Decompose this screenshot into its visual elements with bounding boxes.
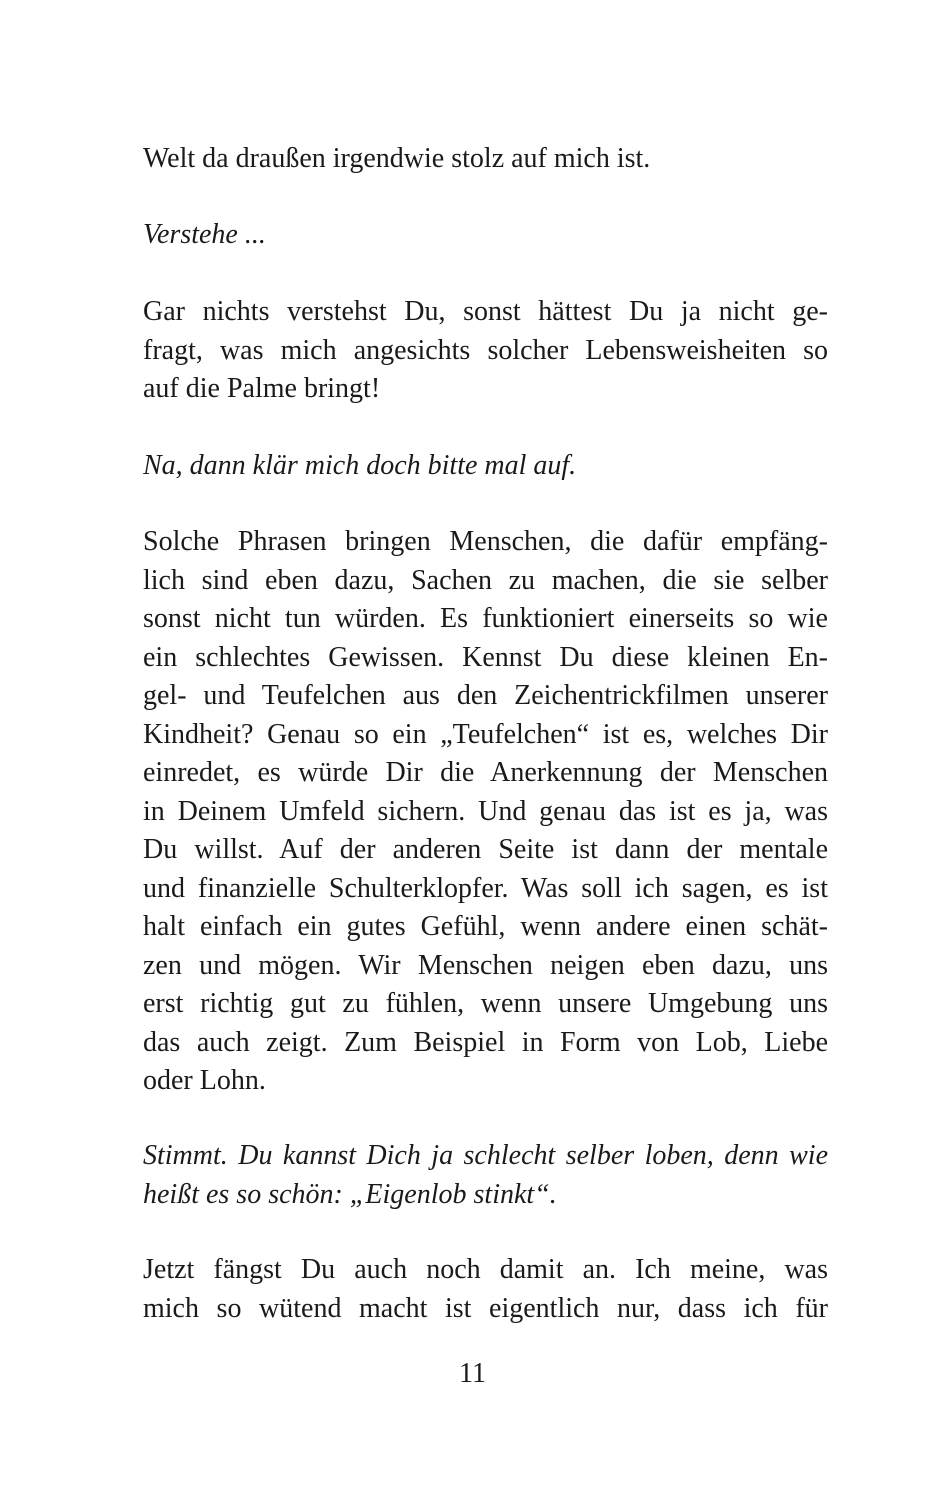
text-line: Gar nichts verstehst Du, sonst hättest Du ja nicht ge- xyxy=(143,296,828,327)
paragraph-6 xyxy=(143,1137,828,1214)
text-line: Du willst. Auf der anderen Seite ist dann der mentale xyxy=(143,834,828,865)
text-line: auf die Palme bringt! xyxy=(143,373,381,404)
text-line: oder Lohn. xyxy=(143,1065,266,1096)
paragraph-5 xyxy=(143,523,828,1101)
text-line: lich sind eben dazu, Sachen zu machen, die sie selber xyxy=(143,564,828,596)
text-line: und finanzielle Schulterklopfer. Was soll ich sagen, es ist xyxy=(143,872,828,904)
text-line: sonst nicht tun würden. Es funktioniert einerseits so wie xyxy=(143,603,828,634)
page-number: 11 xyxy=(459,1358,486,1389)
text-line: Verstehe ... xyxy=(143,219,266,250)
text-line: Na, dann klär mich doch bitte mal auf. xyxy=(143,450,577,481)
text-line: Stimmt. Du kannst Dich ja schlecht selber loben, denn wie xyxy=(143,1140,828,1171)
text-line: Solche Phrasen bringen Menschen, die dafür empfäng- xyxy=(143,526,828,557)
text-line: erst richtig gut zu fühlen, wenn unsere Umgebung uns xyxy=(143,988,828,1019)
text-line: fragt, was mich angesichts solcher Lebensweisheiten so xyxy=(143,334,828,366)
text-line: gel- und Teufelchen aus den Zeichentrickfilmen unserer xyxy=(143,680,828,711)
paragraph-1 xyxy=(143,140,828,179)
paragraph-7 xyxy=(143,1251,828,1328)
text-line: Welt da draußen irgendwie stolz auf mich ist. xyxy=(143,143,651,174)
text-line: ein schlechtes Gewissen. Kennst Du diese kleinen En- xyxy=(143,641,828,673)
text-line: heißt es so schön: „Eigenlob stinkt“. xyxy=(143,1178,557,1210)
text-line: mich so wütend macht ist eigentlich nur, dass ich für xyxy=(143,1292,828,1324)
text-line: das auch zeigt. Zum Beispiel in Form von Lob, Liebe xyxy=(143,1026,828,1058)
text-line: einredet, es würde Dir die Anerkennung der Menschen xyxy=(143,757,828,788)
text-line: halt einfach ein gutes Gefühl, wenn andere einen schät- xyxy=(143,911,828,942)
paragraph-4 xyxy=(143,447,828,486)
text-line: in Deinem Umfeld sichern. Und genau das ist es ja, was xyxy=(143,795,828,827)
text-line: Jetzt fängst Du auch noch damit an. Ich meine, was xyxy=(143,1254,828,1285)
text-line: Kindheit? Genau so ein „Teufelchen“ ist es, welches Dir xyxy=(143,718,828,750)
paragraph-2 xyxy=(143,216,828,255)
text-line: zen und mögen. Wir Menschen neigen eben dazu, uns xyxy=(143,949,828,981)
paragraph-3 xyxy=(143,293,828,409)
